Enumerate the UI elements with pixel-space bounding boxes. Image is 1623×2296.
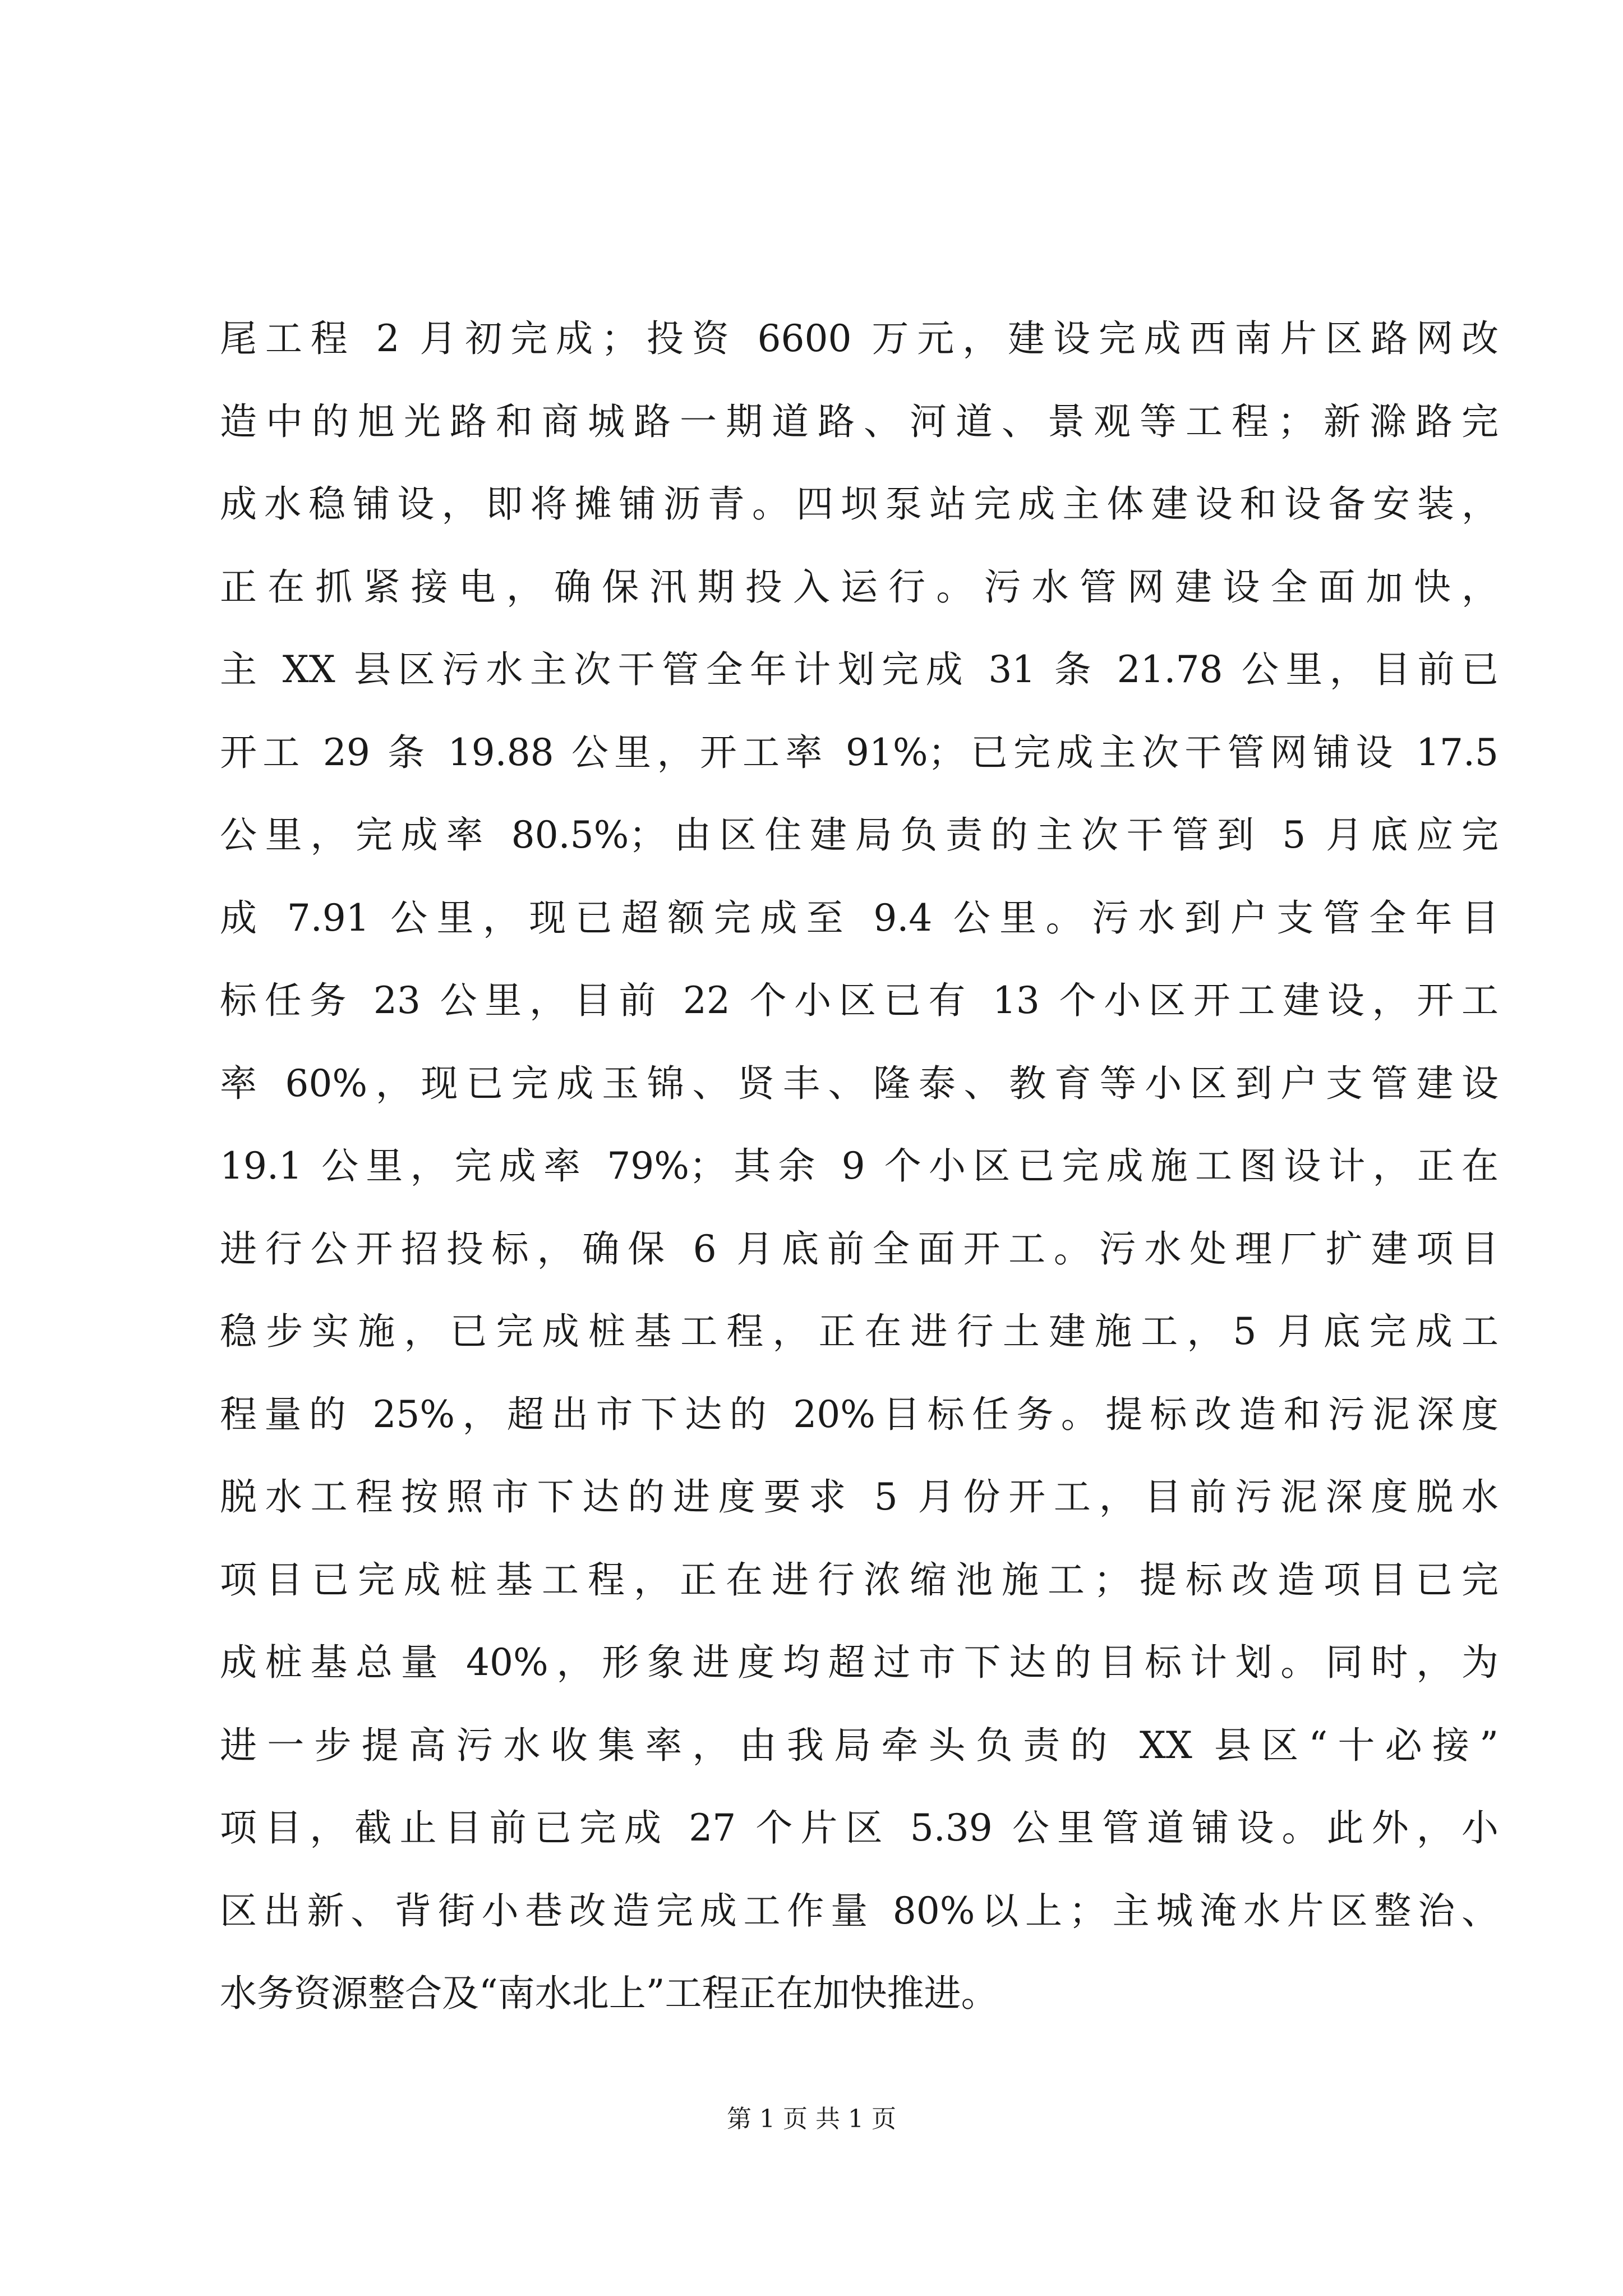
text-line: 项目已完成桩基工程，正在进行浓缩池施工；提标改造项目已完 — [220, 1558, 1498, 1602]
text-line: 主 XX 县区污水主次干管全年计划完成 31 条 21.78 公里，目前已 — [220, 648, 1498, 691]
text-line: 程量的 25%，超出市下达的 20%目标任务。提标改造和污泥深度 — [220, 1392, 1498, 1436]
body-paragraph — [220, 297, 1498, 2035]
text-line: 进行公开招投标，确保 6 月底前全面开工。污水处理厂扩建项目 — [220, 1227, 1498, 1271]
text-line: 开工 29 条 19.88 公里，开工率 91%；已完成主次干管网铺设 17.5 — [220, 730, 1498, 774]
text-line: 成水稳铺设，即将摊铺沥青。四坝泵站完成主体建设和设备安装， — [220, 482, 1498, 526]
text-line: 区出新、背街小巷改造完成工作量 80%以上；主城淹水片区整治、 — [220, 1889, 1498, 1932]
text-line: 正在抓紧接电，确保汛期投入运行。污水管网建设全面加快， — [220, 565, 1498, 609]
text-line: 脱水工程按照市下达的进度要求 5 月份开工，目前污泥深度脱水 — [220, 1475, 1498, 1519]
page-number: 第 1 页 共 1 页 — [727, 2105, 896, 2133]
text-line: 公里，完成率 80.5%；由区住建局负责的主次干管到 5 月底应完 — [220, 813, 1498, 857]
text-line: 19.1 公里，完成率 79%；其余 9 个小区已完成施工图设计，正在 — [220, 1144, 1498, 1188]
text-line: 成 7.91 公里，现已超额完成至 9.4 公里。污水到户支管全年目 — [220, 896, 1498, 940]
text-line: 造中的旭光路和商城路一期道路、河道、景观等工程；新滁路完 — [220, 399, 1498, 443]
text-line: 水务资源整合及“南水北上”工程正在加快推进。 — [220, 1972, 998, 2015]
text-line: 成桩基总量 40%，形象进度均超过市下达的目标计划。同时，为 — [220, 1641, 1498, 1684]
text-line: 进一步提高污水收集率，由我局牵头负责的 XX 县区“十必接” — [220, 1723, 1498, 1767]
text-line: 率 60%，现已完成玉锦、贤丰、隆泰、教育等小区到户支管建设 — [220, 1061, 1498, 1105]
text-line: 标任务 23 公里，目前 22 个小区已有 13 个小区开工建设，开工 — [220, 979, 1498, 1022]
page-footer — [0, 2102, 1623, 2136]
text-line: 尾工程 2 月初完成；投资 6600 万元，建设完成西南片区路网改 — [220, 317, 1498, 360]
text-line: 稳步实施，已完成桩基工程，正在进行土建施工，5 月底完成工 — [220, 1310, 1498, 1353]
text-line: 项目，截止目前已完成 27 个片区 5.39 公里管道铺设。此外，小 — [220, 1806, 1498, 1849]
